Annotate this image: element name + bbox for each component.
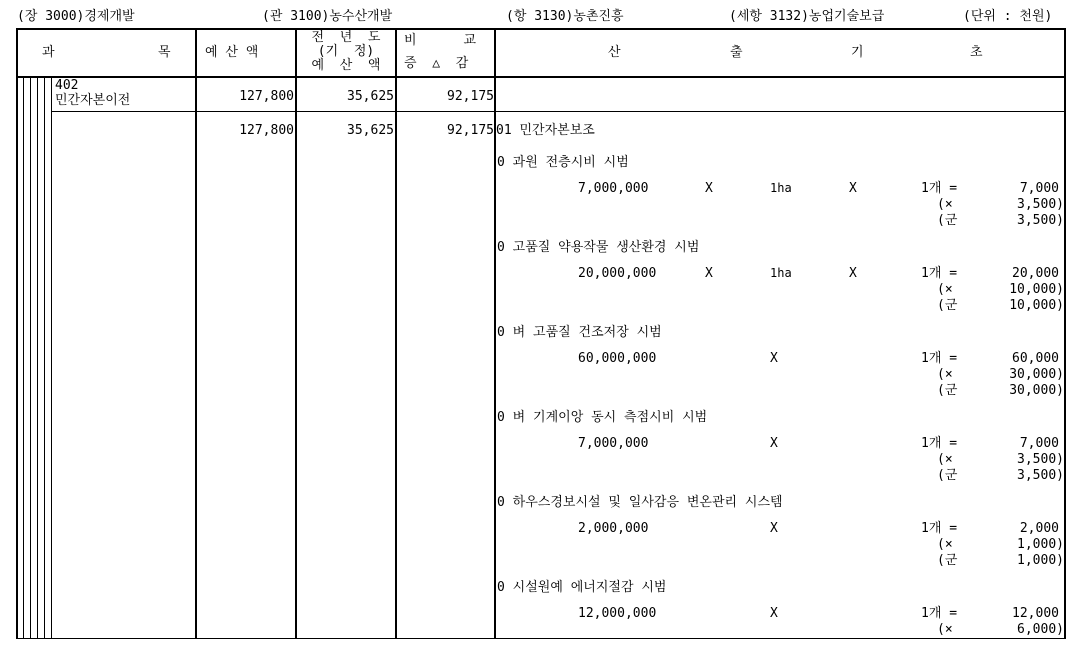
- item-count: 1개 =: [921, 266, 958, 281]
- item-s1-label: (×: [937, 197, 953, 212]
- header-bottom-border: [16, 76, 1066, 78]
- item-count: 1개 =: [921, 351, 958, 366]
- row1-prev: 35,625: [347, 89, 394, 104]
- col-divider-calc: [494, 28, 496, 639]
- col-prev-1: 전 년 도: [311, 30, 381, 45]
- header-gwan: (관 3100)농수산개발: [262, 9, 393, 24]
- item-s1: 3,500): [1017, 452, 1064, 467]
- item-s1: 10,000): [1009, 282, 1064, 297]
- item-s1-label: (×: [937, 537, 953, 552]
- item-amount: 12,000,000: [578, 606, 657, 621]
- col-calc-2: 출: [730, 45, 743, 60]
- item-x2: X: [770, 436, 778, 451]
- item-s2: 1,000): [1017, 553, 1064, 568]
- row2-diff: 92,175: [447, 123, 494, 138]
- item-s1: 30,000): [1009, 367, 1064, 382]
- item-s2: 30,000): [1009, 383, 1064, 398]
- item-s2-label: (군: [937, 468, 958, 483]
- item-title: 0 시설원예 에너지절감 시범: [497, 580, 667, 595]
- col-diff-2: 증 △ 감: [404, 56, 469, 71]
- item-total: 7,000: [1019, 181, 1059, 196]
- item-x2: X: [770, 606, 778, 621]
- col-divider-diff: [395, 28, 397, 639]
- row1-diff: 92,175: [447, 89, 494, 104]
- item-s1-label: (×: [937, 452, 953, 467]
- col-gwamok-1: 과: [42, 45, 55, 60]
- col-prev-2: (기 정): [317, 44, 375, 59]
- item-title: 0 고품질 약용작물 생산환경 시범: [497, 240, 700, 255]
- item-total: 2,000: [1019, 521, 1059, 536]
- col-budget: 예 산 액: [205, 45, 259, 60]
- item-s1-label: (×: [937, 367, 953, 382]
- item-amount: 2,000,000: [578, 521, 649, 536]
- item-x1: X: [705, 266, 713, 281]
- item-title: 0 과원 전층시비 시범: [497, 155, 629, 170]
- col-divider-prev: [295, 28, 297, 639]
- item-count: 1개 =: [921, 521, 958, 536]
- tree-line-2: [30, 77, 31, 639]
- header-unit: (단위 : 천원): [963, 9, 1053, 24]
- item-amount: 7,000,000: [578, 181, 649, 196]
- col-prev-3: 예 산 액: [311, 58, 381, 73]
- item-s2: 3,500): [1017, 213, 1064, 228]
- item-amount: 20,000,000: [578, 266, 657, 281]
- item-title: 0 하우스경보시설 및 일사감응 변온관리 시스템: [497, 495, 783, 510]
- item-title: 0 벼 고품질 건조저장 시범: [497, 325, 662, 340]
- item-s2-label: (군: [937, 298, 958, 313]
- item-s1-label: (×: [937, 282, 953, 297]
- item-total: 20,000: [1012, 266, 1059, 281]
- item-amount: 7,000,000: [578, 436, 649, 451]
- header-jang: (장 3000)경제개발: [17, 9, 135, 24]
- col-divider-budget: [195, 28, 197, 639]
- item-x1: X: [705, 181, 713, 196]
- item-s1: 1,000): [1017, 537, 1064, 552]
- table-right-border: [1064, 28, 1066, 639]
- item-s2: 10,000): [1009, 298, 1064, 313]
- item-s2-label: (군: [937, 383, 958, 398]
- item-total: 12,000: [1012, 606, 1059, 621]
- row2-budget: 127,800: [239, 123, 294, 138]
- item-x2: X: [770, 521, 778, 536]
- item-count: 1개 =: [921, 606, 958, 621]
- item-x2: X: [770, 351, 778, 366]
- item-area: 1ha: [770, 181, 792, 195]
- table-bottom-border: [16, 638, 1066, 639]
- row1-name: 민간자본이전: [55, 93, 131, 108]
- col-gwamok-2: 목: [158, 45, 171, 60]
- row1-code: 402: [55, 78, 79, 93]
- row2-title: 01 민간자본보조: [496, 123, 595, 138]
- col-diff-1: 비 교: [404, 33, 477, 48]
- item-s1: 3,500): [1017, 197, 1064, 212]
- item-area: 1ha: [770, 266, 792, 280]
- item-title: 0 벼 기계이앙 동시 측점시비 시범: [497, 410, 708, 425]
- tree-line-4: [44, 77, 45, 639]
- row1-budget: 127,800: [239, 89, 294, 104]
- item-s2-label: (군: [937, 213, 958, 228]
- tree-line-5: [51, 77, 52, 639]
- row-divider: [52, 111, 1066, 112]
- col-calc-1: 산: [608, 45, 621, 60]
- col-calc-4: 초: [970, 45, 983, 60]
- table-top-border: [16, 28, 1066, 30]
- item-amount: 60,000,000: [578, 351, 657, 366]
- col-calc-3: 기: [851, 45, 864, 60]
- item-count: 1개 =: [921, 181, 958, 196]
- row2-prev: 35,625: [347, 123, 394, 138]
- header-hang: (항 3130)농촌진흥: [506, 9, 624, 24]
- item-s1-label: (×: [937, 622, 953, 637]
- tree-line-3: [37, 77, 38, 639]
- header-sehang: (세항 3132)농업기술보급: [729, 9, 885, 24]
- table-left-border: [16, 28, 18, 639]
- item-total: 60,000: [1012, 351, 1059, 366]
- item-x2: X: [849, 266, 857, 281]
- item-x2: X: [849, 181, 857, 196]
- item-count: 1개 =: [921, 436, 958, 451]
- item-s1: 6,000): [1017, 622, 1064, 637]
- item-s2: 3,500): [1017, 468, 1064, 483]
- tree-line-1: [23, 77, 24, 639]
- item-total: 7,000: [1019, 436, 1059, 451]
- item-s2-label: (군: [937, 553, 958, 568]
